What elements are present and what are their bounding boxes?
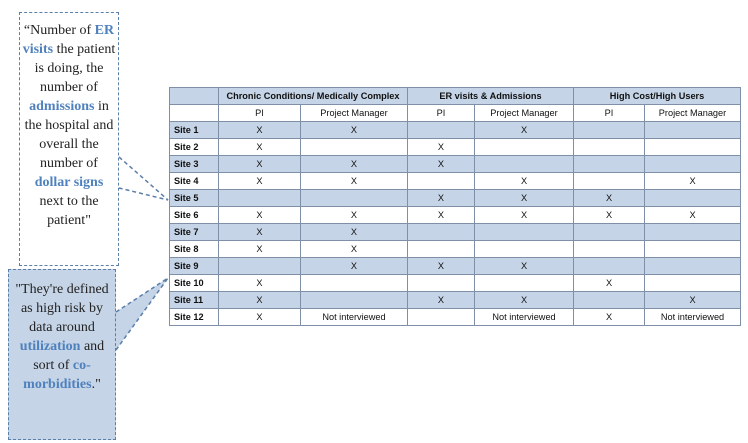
highlighted-phrase: admissions xyxy=(29,99,95,114)
table-cell: X xyxy=(301,173,408,190)
role-header: PI xyxy=(408,105,475,122)
table-cell: X xyxy=(219,207,301,224)
table-cell: X xyxy=(301,156,408,173)
table-row xyxy=(170,258,741,275)
table-cell xyxy=(301,275,408,292)
quote2-connector xyxy=(116,278,168,350)
table-cell xyxy=(475,241,574,258)
table-cell xyxy=(219,258,301,275)
table-cell: X xyxy=(645,173,741,190)
table-cell: Not interviewed xyxy=(301,309,408,326)
highlighted-phrase: dollar signs xyxy=(34,175,104,190)
site-label: Site 8 xyxy=(170,241,219,258)
table-cell xyxy=(645,190,741,207)
subheader-row xyxy=(170,105,741,122)
table-row xyxy=(170,173,741,190)
table-row xyxy=(170,275,741,292)
table-cell: X xyxy=(219,224,301,241)
table-cell xyxy=(645,139,741,156)
role-header: PI xyxy=(219,105,301,122)
role-header: PI xyxy=(574,105,645,122)
quote-text: "They're defined as high risk by data around xyxy=(15,282,109,335)
table-row xyxy=(170,156,741,173)
role-header: Project Manager xyxy=(645,105,741,122)
site-label: Site 7 xyxy=(170,224,219,241)
table-cell xyxy=(408,224,475,241)
table-cell: X xyxy=(219,292,301,309)
table-row xyxy=(170,139,741,156)
table-cell xyxy=(574,292,645,309)
table-cell: X xyxy=(219,275,301,292)
table-cell xyxy=(408,275,475,292)
site-label: Site 9 xyxy=(170,258,219,275)
table-cell xyxy=(574,258,645,275)
table-cell: X xyxy=(408,139,475,156)
table-cell: X xyxy=(301,224,408,241)
quote1-connector xyxy=(119,157,168,200)
table-cell: X xyxy=(219,122,301,139)
table-cell: X xyxy=(475,190,574,207)
table-cell xyxy=(475,224,574,241)
table-cell: Not interviewed xyxy=(645,309,741,326)
table-cell: X xyxy=(574,190,645,207)
quote-text: the patient is doing, the number of xyxy=(34,42,116,95)
corner-cell xyxy=(170,88,219,105)
table-row xyxy=(170,224,741,241)
site-label: Site 6 xyxy=(170,207,219,224)
table-cell: X xyxy=(475,258,574,275)
table-cell: X xyxy=(408,190,475,207)
table-cell: X xyxy=(301,122,408,139)
table-cell xyxy=(219,190,301,207)
table-cell: X xyxy=(574,275,645,292)
group-header-row xyxy=(170,88,741,105)
role-header: Project Manager xyxy=(301,105,408,122)
site-label: Site 2 xyxy=(170,139,219,156)
site-label: Site 12 xyxy=(170,309,219,326)
table-cell: X xyxy=(301,241,408,258)
table-row xyxy=(170,190,741,207)
table-cell: X xyxy=(219,173,301,190)
corner-cell xyxy=(170,105,219,122)
quote-callout-1 xyxy=(19,12,119,266)
table-row xyxy=(170,241,741,258)
table-cell xyxy=(475,275,574,292)
site-label: Site 3 xyxy=(170,156,219,173)
table-cell xyxy=(301,139,408,156)
table-cell: X xyxy=(301,258,408,275)
table-cell: X xyxy=(574,309,645,326)
table-cell xyxy=(574,122,645,139)
table-cell xyxy=(475,139,574,156)
table-cell: X xyxy=(301,207,408,224)
table-cell: X xyxy=(475,292,574,309)
table-row xyxy=(170,207,741,224)
table-row xyxy=(170,122,741,139)
highlighted-phrase: co-morbidities xyxy=(23,358,92,392)
quote-text: and sort of xyxy=(33,339,105,373)
table-cell: X xyxy=(219,139,301,156)
quote-text: next to the patient" xyxy=(39,194,99,228)
table-cell xyxy=(645,275,741,292)
table-cell: X xyxy=(219,309,301,326)
highlighted-phrase: utilization xyxy=(19,339,81,354)
table-cell: X xyxy=(475,207,574,224)
table-cell xyxy=(408,309,475,326)
table-cell xyxy=(574,156,645,173)
table-cell xyxy=(408,173,475,190)
table-cell: X xyxy=(475,122,574,139)
group-header: ER visits & Admissions xyxy=(408,88,574,105)
table-cell: X xyxy=(475,173,574,190)
table-cell xyxy=(574,139,645,156)
site-label: Site 11 xyxy=(170,292,219,309)
table-cell xyxy=(574,224,645,241)
table-cell xyxy=(645,224,741,241)
table-cell: X xyxy=(408,292,475,309)
group-header: Chronic Conditions/ Medically Complex xyxy=(219,88,408,105)
site-interview-matrix xyxy=(169,87,741,326)
site-label: Site 5 xyxy=(170,190,219,207)
table-cell xyxy=(645,258,741,275)
group-header: High Cost/High Users xyxy=(574,88,741,105)
table-cell: X xyxy=(574,207,645,224)
site-label: Site 4 xyxy=(170,173,219,190)
quote-text: ." xyxy=(91,377,101,392)
table-cell xyxy=(574,173,645,190)
table-cell xyxy=(301,190,408,207)
table-cell: X xyxy=(645,292,741,309)
table-cell xyxy=(645,241,741,258)
quote-text: in the hospital and overall the number of xyxy=(24,99,114,171)
table-cell: X xyxy=(219,156,301,173)
quote-text: “Number of xyxy=(23,23,95,38)
table-cell xyxy=(574,241,645,258)
table-cell: X xyxy=(408,258,475,275)
table-cell xyxy=(645,156,741,173)
role-header: Project Manager xyxy=(475,105,574,122)
table-cell xyxy=(475,156,574,173)
table-cell xyxy=(408,241,475,258)
table-cell: X xyxy=(219,241,301,258)
table-row xyxy=(170,292,741,309)
table-cell: X xyxy=(408,207,475,224)
site-label: Site 10 xyxy=(170,275,219,292)
table-cell xyxy=(645,122,741,139)
table-row xyxy=(170,309,741,326)
table-cell: Not interviewed xyxy=(475,309,574,326)
table-cell: X xyxy=(645,207,741,224)
table-cell xyxy=(301,292,408,309)
quote-callout-2 xyxy=(8,269,116,440)
site-label: Site 1 xyxy=(170,122,219,139)
table-cell: X xyxy=(408,156,475,173)
table-cell xyxy=(408,122,475,139)
highlighted-phrase: ER visits xyxy=(22,23,115,57)
